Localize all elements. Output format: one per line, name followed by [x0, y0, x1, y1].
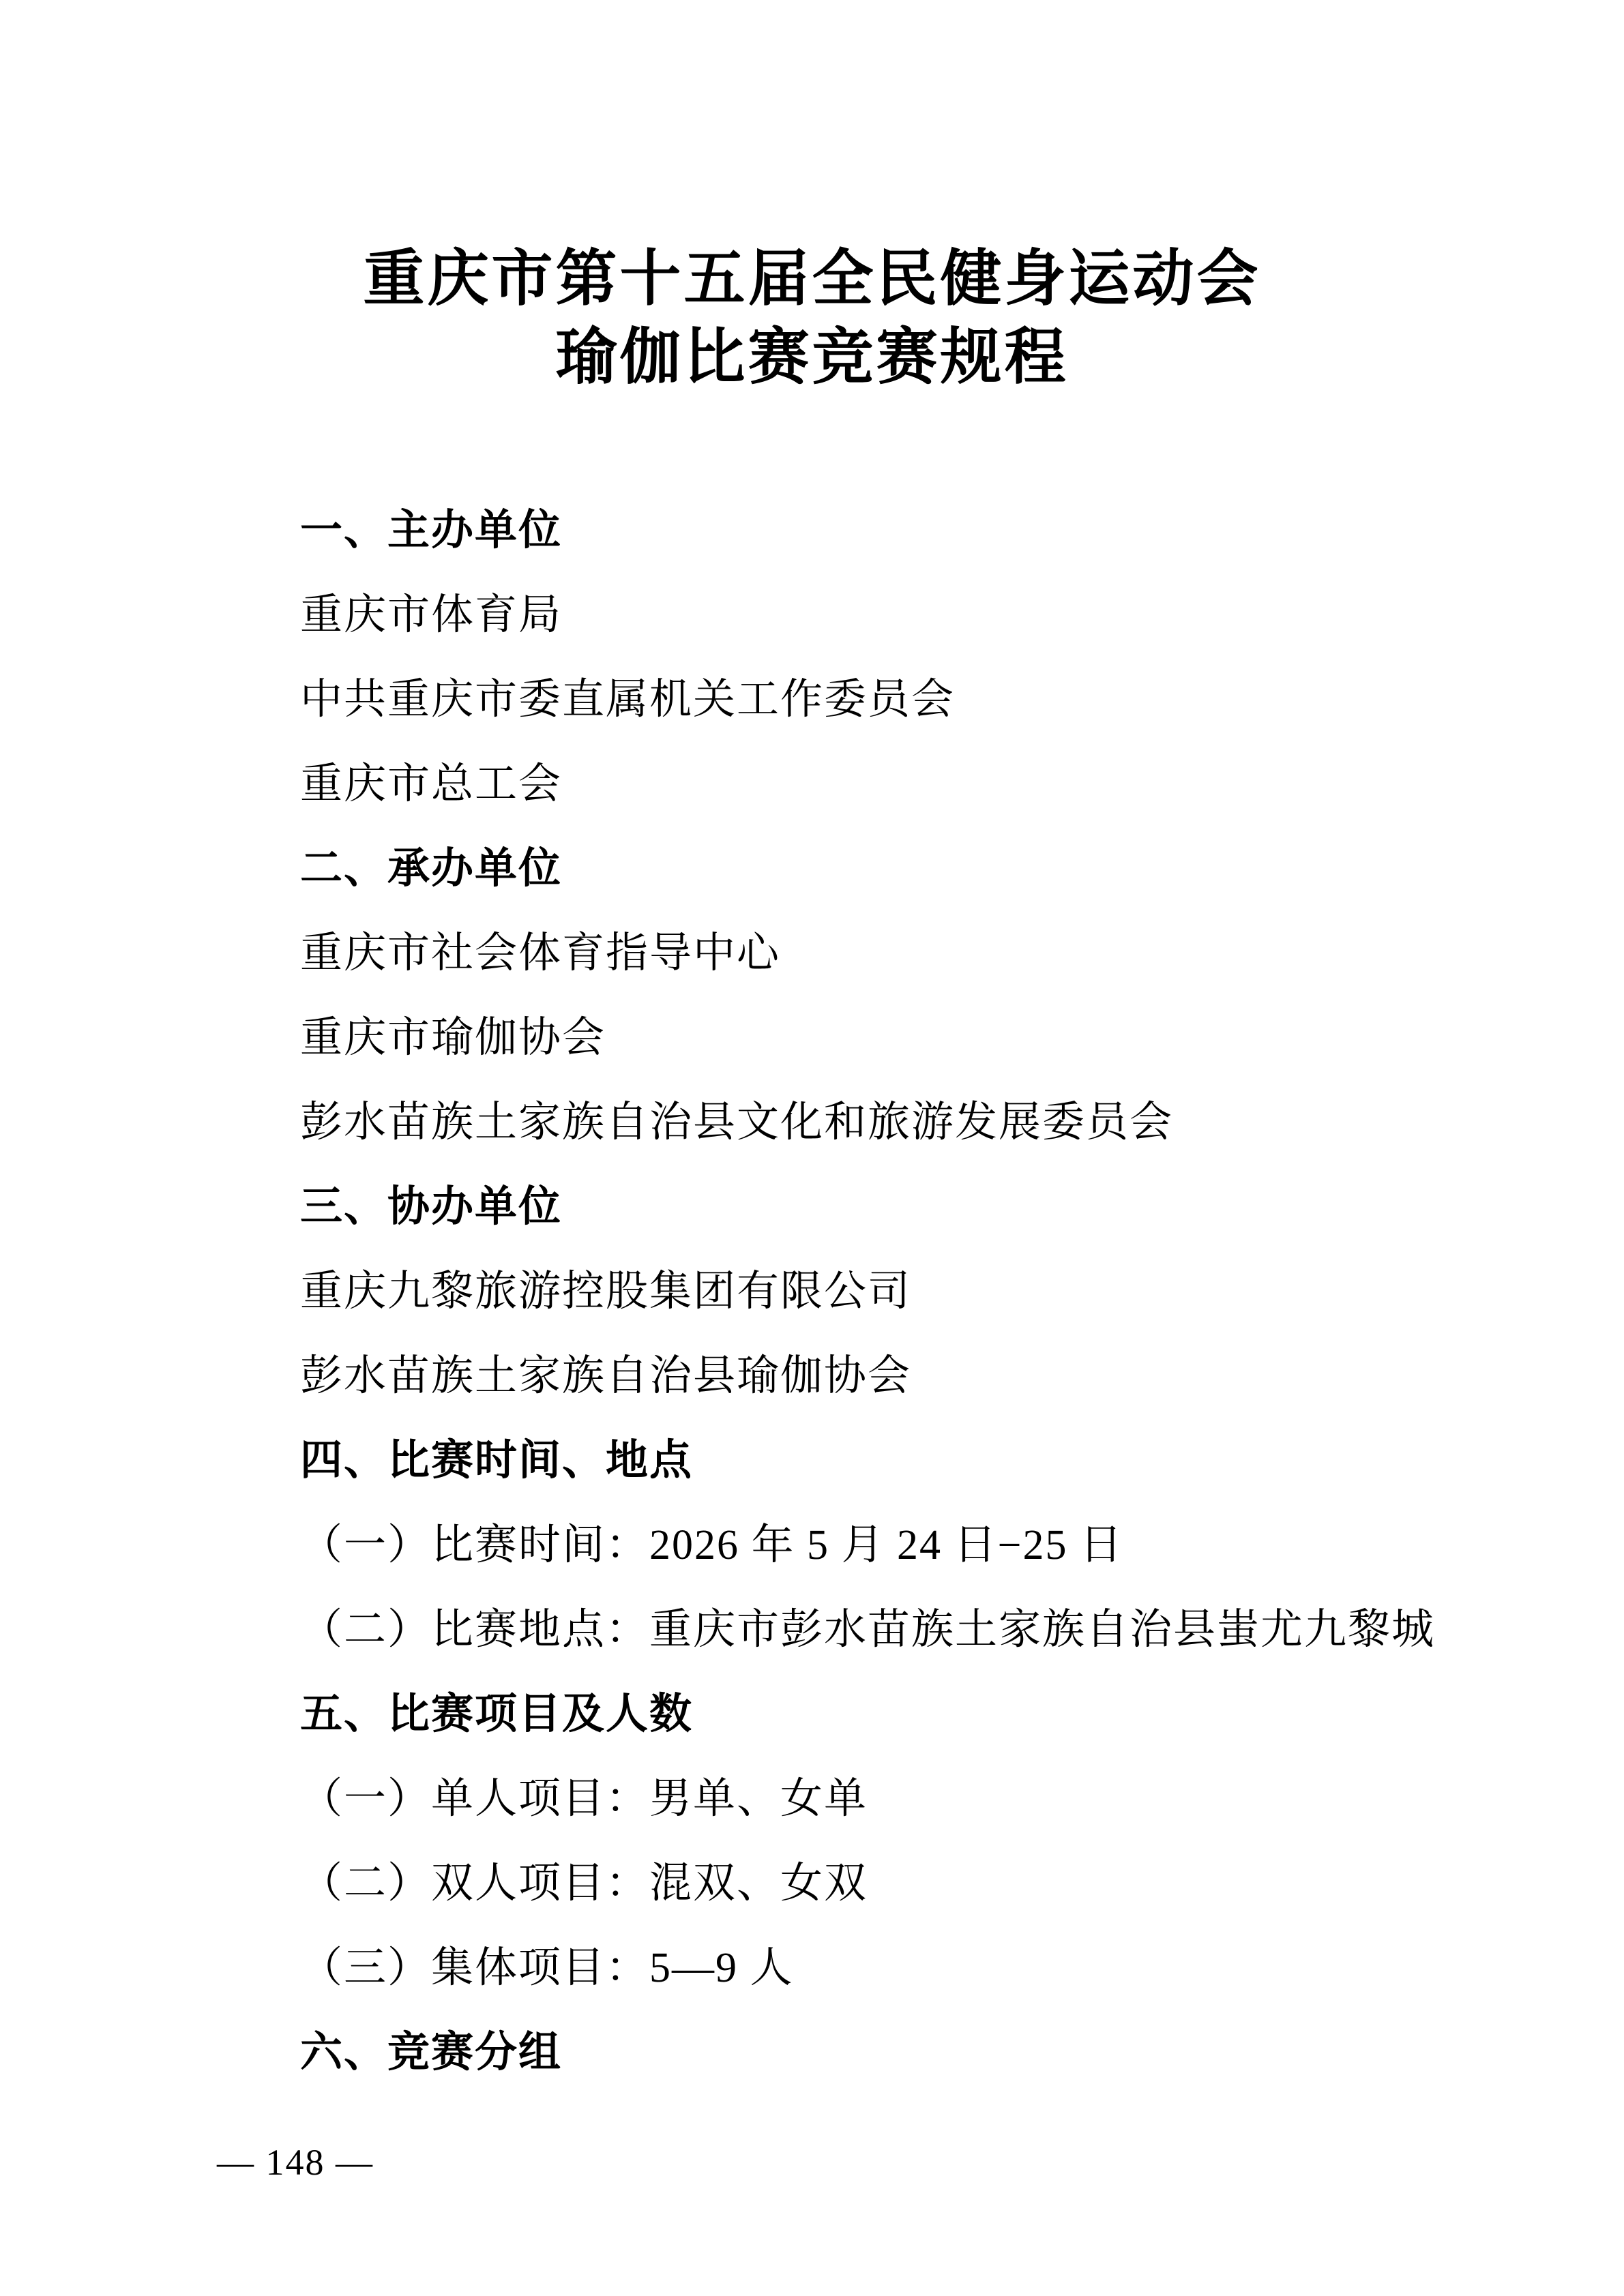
document-title: [0, 240, 1624, 397]
document-body: [300, 488, 1460, 2095]
organizer-line: 中共重庆市委直属机关工作委员会: [300, 676, 956, 723]
title-line-1: 重庆市第十五届全民健身运动会: [363, 245, 1261, 313]
competition-location-line: （二）比赛地点：重庆市彭水苗族土家族自治县蚩尤九黎城: [300, 1607, 1436, 1653]
co-organizer-line: 重庆九黎旅游控股集团有限公司: [300, 1268, 912, 1315]
section-heading-events: 五、比赛项目及人数: [300, 1690, 694, 1738]
undertaker-line: 彭水苗族土家族自治县文化和旅游发展委员会: [300, 1099, 1174, 1146]
section-heading-co-organizers: 三、协办单位: [300, 1183, 563, 1230]
co-organizer-line: 彭水苗族土家族自治县瑜伽协会: [300, 1353, 912, 1399]
organizer-line: 重庆市体育局: [300, 592, 563, 638]
section-heading-time-location: 四、比赛时间、地点: [300, 1437, 694, 1484]
organizer-line: 重庆市总工会: [300, 761, 563, 807]
event-doubles-line: （二）双人项目：混双、女双: [300, 1860, 868, 1907]
competition-time-line: （一）比赛时间：2026 年 5 月 24 日−25 日: [300, 1522, 1123, 1568]
undertaker-line: 重庆市瑜伽协会: [300, 1015, 606, 1061]
section-heading-organizers: 一、主办单位: [300, 507, 563, 554]
title-line-2: 瑜伽比赛竞赛规程: [555, 324, 1069, 391]
section-heading-grouping: 六、竞赛分组: [300, 2029, 563, 2076]
undertaker-line: 重庆市社会体育指导中心: [300, 930, 781, 976]
event-singles-line: （一）单人项目：男单、女单: [300, 1776, 868, 1822]
page-number: — 148 —: [217, 2142, 374, 2183]
event-group-line: （三）集体项目：5—9 人: [300, 1945, 794, 1991]
section-heading-undertakers: 二、承办单位: [300, 845, 563, 892]
